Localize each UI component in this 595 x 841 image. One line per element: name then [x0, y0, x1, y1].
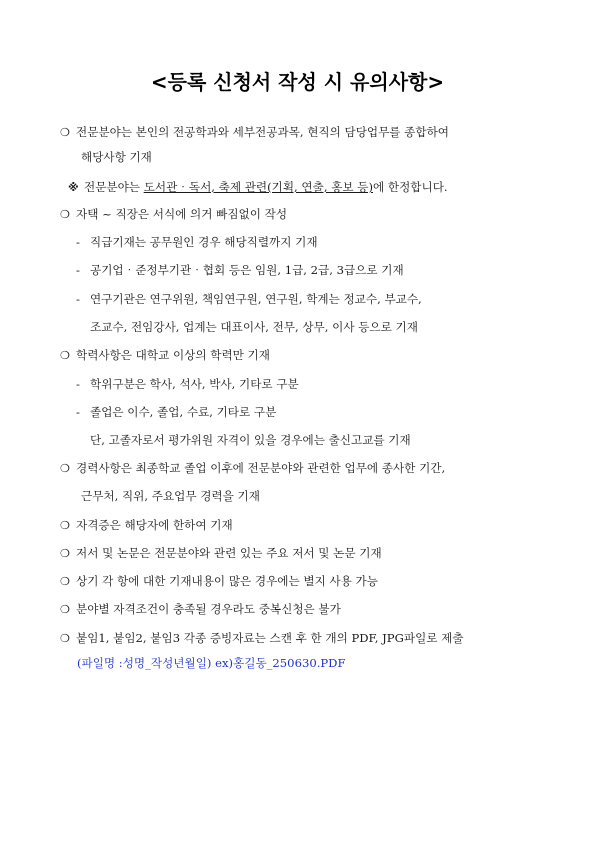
item-text: 저서 및 논문은 전문분야와 관련 있는 주요 저서 및 논문 기재: [76, 546, 382, 560]
sub-item-continuation: 단, 고졸자로서 평가위원 자격이 있을 경우에는 출신고교를 기재: [90, 433, 411, 447]
circle-bullet-icon: ❍: [60, 603, 70, 616]
note-specialty-limit: [68, 179, 448, 196]
sub-item-public-corp: [76, 262, 404, 278]
list-item-career: [60, 460, 445, 477]
dash-bullet: -: [76, 405, 80, 419]
note-prefix: 전문분야는: [84, 180, 144, 194]
note-suffix: 에 한정합니다.: [373, 180, 448, 194]
circle-bullet-icon: ❍: [60, 575, 70, 588]
sub-item-continuation: 조교수, 전임강사, 업계는 대표이사, 전무, 상무, 이사 등으로 기재: [90, 320, 418, 334]
file-name-example: (파일명 :성명_작성년월일) ex)홍길동_250630.PDF: [77, 656, 346, 670]
dash-bullet: -: [76, 263, 80, 277]
item-text: 분야별 자격조건이 충족될 경우라도 중복신청은 불가: [76, 602, 341, 616]
sub-item-degree: [76, 376, 299, 392]
reference-mark-icon: ※: [68, 181, 79, 194]
list-item-continuation: 해당사항 기재: [81, 150, 152, 164]
circle-bullet-icon: ❍: [60, 462, 70, 475]
list-item-education: [60, 347, 270, 364]
sub-item-text: 학위구분은 학사, 석사, 박사, 기타로 구분: [90, 377, 299, 391]
sub-item-text: 공기업‧준정부기관‧협회 등은 임원, 1급, 2급, 3급으로 기재: [90, 263, 404, 277]
sub-item-text: 직급기재는 공무원인 경우 해당직렬까지 기재: [90, 235, 318, 249]
item-text: 경력사항은 최종학교 졸업 이후에 전문분야와 관련한 업무에 종사한 기간,: [76, 461, 446, 475]
sub-item-text: 졸업은 이수, 졸업, 수료, 기타로 구분: [90, 405, 277, 419]
sub-item-text: 연구기관은 연구위원, 책임연구원, 연구원, 학계는 정교수, 부교수,: [90, 292, 422, 306]
item-text: 상기 각 항에 대한 기재내용이 많은 경우에는 별지 사용 가능: [76, 574, 378, 588]
sub-item-research: [76, 291, 422, 307]
list-item-duplicate: [60, 601, 341, 618]
note-underlined-fields: 도서관‧독서, 축제 관련(기획, 연출, 홍보 등): [143, 180, 374, 194]
dash-bullet: -: [76, 377, 80, 391]
item-text: 전문분야는 본인의 전공학과와 세부전공과목, 현직의 담당업무를 종합하여: [76, 125, 449, 139]
list-item-attachments: [60, 630, 464, 647]
circle-bullet-icon: ❍: [60, 349, 70, 362]
dash-bullet: -: [76, 235, 80, 249]
list-item-home-work: [60, 206, 287, 223]
item-text: 붙임1, 붙임2, 붙임3 각종 증빙자료는 스캔 후 한 개의 PDF, JPG파일로 제출: [76, 631, 464, 645]
circle-bullet-icon: ❍: [60, 126, 70, 139]
list-item-extra-sheet: [60, 573, 378, 590]
sub-item-graduation: [76, 404, 276, 420]
item-text: 자격증은 해당자에 한하여 기재: [76, 518, 233, 532]
circle-bullet-icon: ❍: [60, 208, 70, 221]
dash-bullet: -: [76, 292, 80, 306]
list-item-publications: [60, 545, 382, 562]
item-text: 학력사항은 대학교 이상의 학력만 기재: [76, 348, 270, 362]
sub-item-rank: [76, 234, 318, 250]
circle-bullet-icon: ❍: [60, 519, 70, 532]
list-item-specialty: [60, 124, 449, 141]
list-item-continuation: 근무처, 직위, 주요업무 경력을 기재: [81, 489, 260, 503]
page-title: <등록 신청서 작성 시 유의사항>: [150, 70, 445, 94]
item-text: 자택 ~ 직장은 서식에 의거 빠짐없이 작성: [76, 207, 288, 221]
circle-bullet-icon: ❍: [60, 632, 70, 645]
circle-bullet-icon: ❍: [60, 547, 70, 560]
list-item-certificate: [60, 517, 233, 534]
